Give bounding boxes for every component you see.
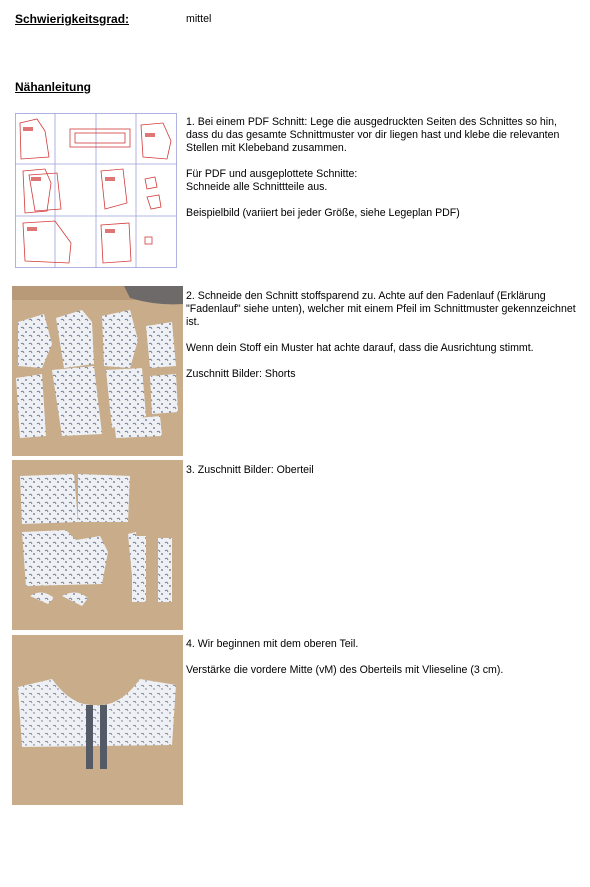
step-2-text bbox=[186, 290, 578, 394]
step-3-paragraph: 3. Zuschnitt Bilder: Oberteil bbox=[186, 464, 314, 476]
section-title: Nähanleitung bbox=[15, 80, 92, 94]
step-4-paragraph: 4. Wir beginnen mit dem oberen Teil. bbox=[186, 638, 359, 650]
step-1-paragraph: 1. Bei einem PDF Schnitt: Lege die ausgedruckten Seiten des Schnittes so hin, dass du das gesamte Schnittmuster vor dir liegen hast und klebe die relevanten Stellen mit Klebeband zusammen. bbox=[186, 116, 560, 154]
difficulty-label: Schwierigkeitsgrad: bbox=[15, 12, 130, 26]
step-2-paragraph: 2. Schneide den Schnitt stoffsparend zu. Achte auf den Fadenlauf (Erklärung "Fadenlauf" siehe unten), welcher mit einem Pfeil im Schnittmuster gekennzeichnet ist. bbox=[186, 290, 576, 328]
top-cut-photo bbox=[12, 460, 183, 630]
step-3-text bbox=[186, 464, 578, 490]
shorts-cut-photo bbox=[12, 286, 183, 456]
difficulty-value: mittel bbox=[186, 13, 212, 25]
step-1-paragraph: Beispielbild (variiert bei jeder Größe, siehe Legeplan PDF) bbox=[186, 207, 460, 219]
step-4-text bbox=[186, 638, 578, 690]
step-1-paragraph: Für PDF und ausgeplottete Schnitte: Schneide alle Schnittteile aus. bbox=[186, 168, 358, 193]
step-2-paragraph: Zuschnitt Bilder: Shorts bbox=[186, 368, 296, 380]
step-4-paragraph: Verstärke die vordere Mitte (vM) des Oberteils mit Vlieseline (3 cm). bbox=[186, 664, 504, 676]
step-2-paragraph: Wenn dein Stoff ein Muster hat achte darauf, dass die Ausrichtung stimmt. bbox=[186, 342, 534, 354]
step-1-text bbox=[186, 116, 576, 233]
pattern-layout-image bbox=[15, 113, 177, 268]
front-bodice-photo bbox=[12, 635, 183, 805]
